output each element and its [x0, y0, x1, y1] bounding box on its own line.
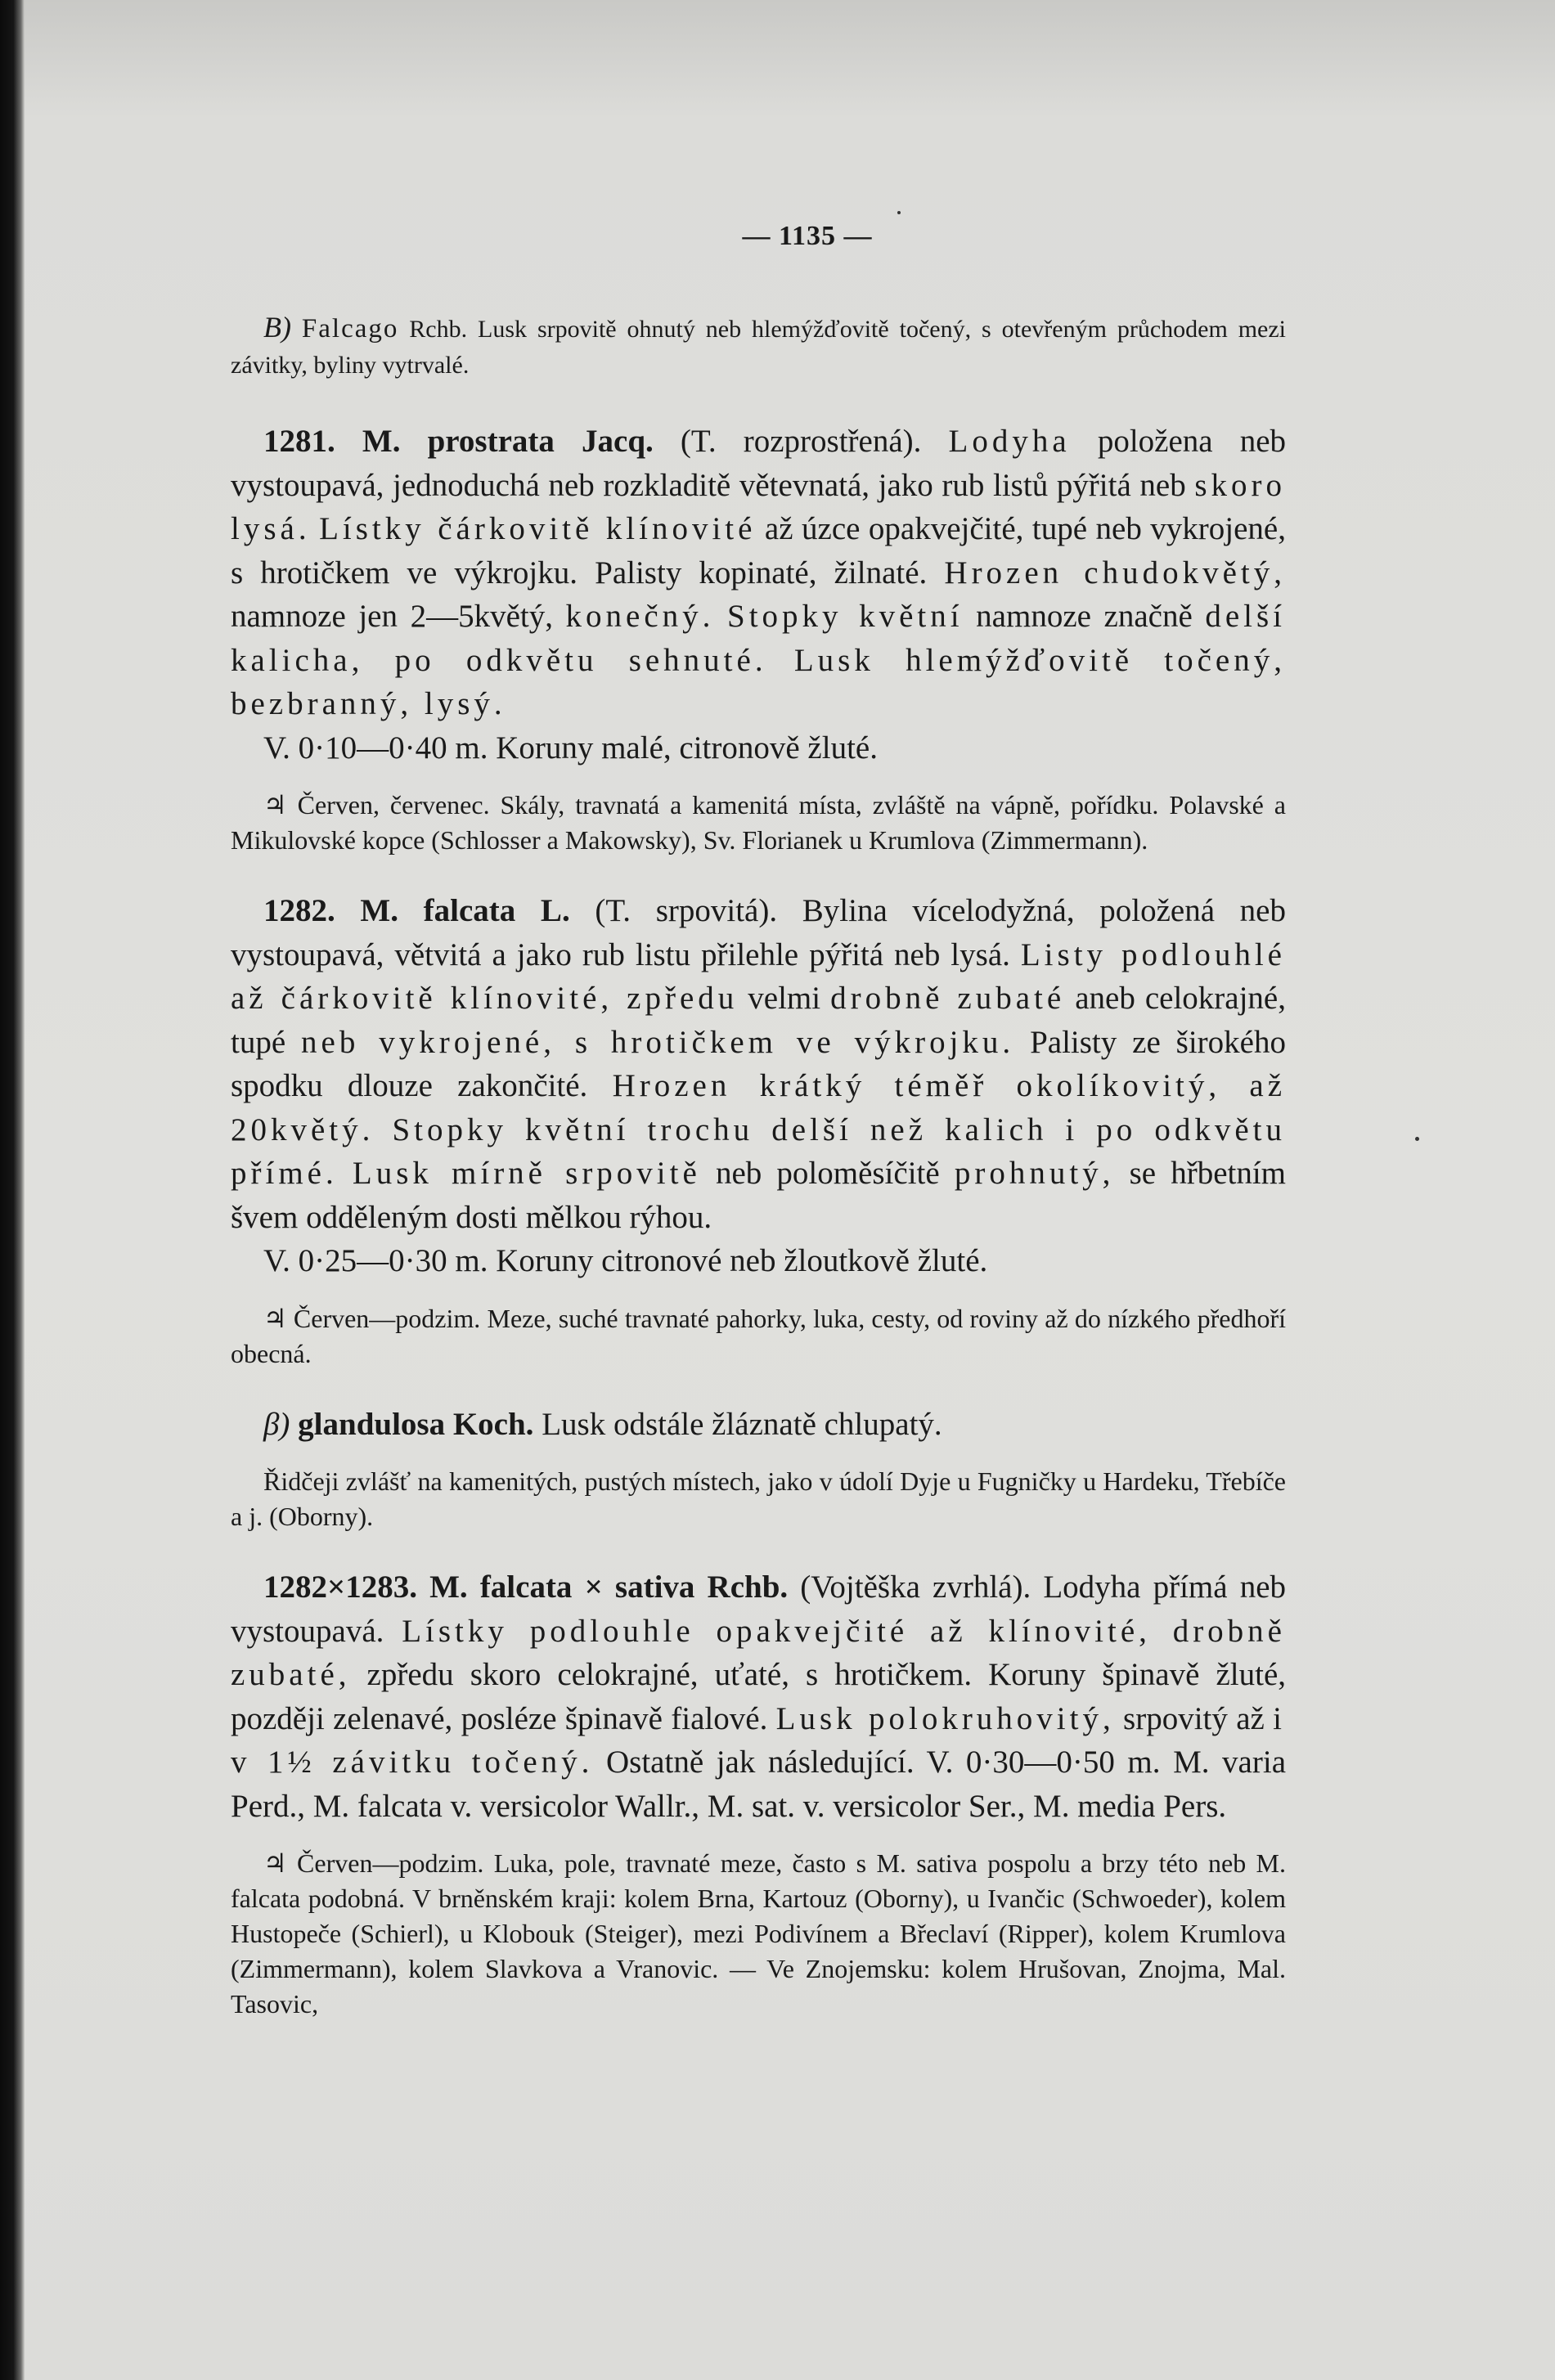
desc-text [338, 1156, 353, 1191]
desc-text: Lodyha přímá neb vystoupavá. [231, 1569, 1287, 1649]
desc-text: aneb celokrajné, tupé [231, 981, 1286, 1060]
page-number: — 1135 — [742, 221, 873, 251]
desc-text: až úzce opakvejčité, tupé neb vykrojené, s hrotičkem ve výkrojku. Palisty kopinaté, žilnaté. [231, 511, 1286, 591]
desc-text: namnoze jen 2—5květý, [231, 599, 566, 634]
species-number: 1282. [263, 893, 335, 928]
habitat-note: ♃ Červen, červenec. Skály, travnatá a kamenitá místa, zvláště na vápně, pořídku. Polavské a Mikulovské kopce (Schlosser a Makowsky), Sv. Florianek u Krumlova (Zimmermann). [231, 790, 1286, 855]
section-author: Rchb. [409, 316, 468, 343]
habitat-note: ♃ Červen—podzim. Meze, suché travnaté pahorky, luka, cesty, od roviny až do nízkého předhoří obecná. [231, 1303, 1286, 1368]
print-speck [897, 211, 901, 214]
spaced-term: prohnutý, [954, 1156, 1115, 1191]
spaced-term: Lodyha [948, 424, 1071, 459]
print-speck [1415, 1137, 1419, 1141]
spaced-term: i v 1½ závitku točený. [231, 1700, 1287, 1780]
spaced-term: Stopky květní [727, 599, 964, 634]
species-number: 1281. [263, 424, 335, 459]
spaced-term: Hrozen krátký téměř okolíkovitý, až 20květý. Stopky květní trochu delší než kalich i po odkvětu přímé. [231, 1068, 1286, 1191]
desc-text [714, 599, 727, 634]
spaced-term: drobně zubaté [830, 981, 1066, 1016]
species-name: M. falcata L. [360, 893, 570, 928]
spaced-term: Lusk hlemýžďovitě točený, bezbranný, lysý. [231, 642, 1286, 721]
hybrid-entry [231, 1565, 1286, 2022]
spaced-term: Listy podlouhlé až čárkovitě klínovité, zpředu [231, 936, 1286, 1016]
book-spine-shadow [0, 0, 25, 2380]
spaced-term: Lusk mírně srpovitě [352, 1156, 701, 1191]
spaced-term: delší kalicha, po odkvětu sehnuté. [231, 599, 1286, 678]
spaced-term: Lusk polokruhovitý, [775, 1700, 1115, 1736]
spaced-term: Hrozen chudokvětý, [944, 555, 1286, 591]
common-name: (T. rozprostřená). [680, 424, 922, 459]
desc-text: Palisty ze širokého spodku dlouze zakončité. [231, 1024, 1286, 1103]
spaced-term: Lístky podlouhle opakvejčité až klínovité, drobně zubaté, [231, 1613, 1286, 1692]
desc-text: se hřbetním švem odděleným dosti mělkou rýhou. [231, 1156, 1287, 1235]
desc-text: zpředu skoro celokrajné, uťaté, s hrotičkem. Koruny špinavě žluté, později zelenavé, posléze špinavě fialové. [231, 1657, 1286, 1736]
section-letter: B) [263, 311, 291, 344]
desc-text: Ostatně jak následující. V. 0·30—0·50 m. M. varia Perd., M. falcata v. versicolor Wallr., M. sat. v. versicolor Ser., M. media Pers. [231, 1745, 1287, 1824]
spaced-term: skoro lysá. [231, 467, 1286, 546]
section-header [231, 309, 1286, 384]
desc-text: namnoze značně [963, 599, 1206, 634]
species-entry-1282 [231, 889, 1286, 1372]
variety-marker: β) [263, 1406, 290, 1442]
desc-text: srpovitý až [1114, 1700, 1274, 1736]
desc-text: Lusk odstále žláznatě chlupatý. [533, 1406, 942, 1442]
spaced-term: konečný. [565, 599, 715, 634]
habitat-note: ♃ Červen—podzim. Luka, pole, travnaté meze, často s M. sativa pospolu a brzy této neb M. falcata podobná. V brněnském kraji: kolem Brna, Kartouz (Oborny), u Ivančic (Schwoeder), kolem Hustopeče (Schierl), u Klobouk (Steiger), mezi Podivínem a Břeclaví (Ripper), kolem Krumlova (Zimmermann), kolem Slavkova a Vranovic. — Ve Znojemsku: kolem Hrušovan, Znojma, Mal. Tasovic, [231, 1848, 1286, 2019]
desc-text: velmi [738, 981, 831, 1016]
species-entry-1281 [231, 420, 1286, 858]
common-name: (T. srpovitá). [595, 893, 778, 928]
section-text: Lusk srpovitě ohnutý neb hlemýžďovitě točený, s otevřeným průchodem mezi závitky, byliny vytrvalé. [231, 316, 1287, 379]
common-name: (Vojtěška zvrhlá). [800, 1569, 1031, 1605]
size-line: V. 0·25—0·30 m. Koruny citronové neb žloutkově žluté. [263, 1243, 988, 1278]
hybrid-description [231, 1565, 1286, 1828]
desc-text [767, 643, 794, 678]
variety-name: glandulosa Koch. [298, 1406, 534, 1442]
page-content [231, 221, 1286, 2022]
habitat-note: Řidčeji zvlášť na kamenitých, pustých místech, jako v údolí Dyje u Fugničky u Hardeku, Třebíče a j. (Oborny). [231, 1466, 1286, 1531]
species-description [231, 889, 1286, 1239]
desc-text: neb poloměsíčitě [700, 1156, 955, 1191]
species-name: M. falcata × sativa Rchb. [429, 1569, 789, 1605]
desc-text: Bylina vícelodyžná, položená neb vystoupavá, větvitá a jako rub listu přilehle pýřitá neb lysá. [231, 893, 1286, 972]
spaced-term: Lístky čárkovitě klínovité [319, 511, 757, 546]
variety-entry-beta [231, 1403, 1286, 1535]
species-description [231, 420, 1286, 726]
size-line: V. 0·10—0·40 m. Koruny malé, citronově žluté. [263, 730, 878, 766]
species-name: M. prostrata Jacq. [362, 424, 654, 459]
desc-text: položena neb vystoupavá, jednoduchá neb rozkladitě větevnatá, jako rub listů pýřitá neb [231, 424, 1287, 503]
variety-description [231, 1403, 1286, 1447]
section-genus: Falcago [301, 314, 399, 344]
spaced-term: neb vykrojené, s hrotičkem ve výkrojku. [301, 1024, 1015, 1060]
species-number: 1282×1283. [263, 1569, 417, 1605]
